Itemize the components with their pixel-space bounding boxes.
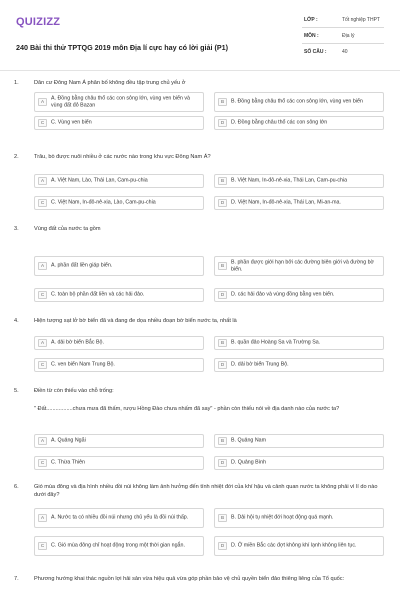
option-a[interactable] (34, 256, 204, 276)
option-letter: D (218, 361, 227, 369)
option-text: A. Đồng bằng châu thổ các con sông lớn, vùng ven biển và vùng đất đỏ Bazan (51, 95, 190, 108)
meta-label: MÔN : (304, 33, 319, 39)
option-b[interactable] (214, 434, 384, 448)
option-letter: B (218, 339, 227, 347)
meta-label: LỚP : (304, 17, 318, 23)
question-text: Gió mùa đông và địa hình nhiều đồi núi không làm ảnh hưởng đến tính nhiệt đới của khí hậu và cảnh quan nước ta không phải vì lí do nào dưới đây? (34, 484, 378, 498)
option-letter: B (218, 514, 227, 522)
option-d[interactable] (214, 536, 384, 556)
option-c[interactable] (34, 536, 204, 556)
option-letter: C (38, 361, 47, 369)
option-b[interactable] (214, 92, 384, 112)
option-text: C. ven biển Nam Trung Bộ. (51, 361, 115, 368)
option-c[interactable] (34, 288, 204, 302)
question-quote: " Đất.................chưa mưa đã thấm, rượu Hồng Đào chưa nhấm đã say" - phần còn thiếu nói về địa danh nào của nước ta? (34, 406, 340, 412)
option-letter: A (38, 339, 47, 347)
option-a[interactable] (34, 174, 204, 188)
option-text: B. Quảng Nam (231, 437, 267, 444)
option-d[interactable] (214, 196, 384, 210)
option-letter: C (38, 291, 47, 299)
option-text: B. quần đảo Hoàng Sa và Trường Sa. (231, 339, 321, 346)
option-a[interactable] (34, 508, 204, 528)
option-letter: D (218, 542, 227, 550)
option-text: D. các hải đảo và vùng đồng bằng ven biển. (231, 291, 335, 298)
question-text: Điền từ còn thiếu vào chỗ trống: (34, 388, 114, 394)
option-d[interactable] (214, 116, 384, 130)
quizizz-logo: QUIZIZZ (16, 16, 61, 28)
option-text: C. Gió mùa đông chỉ hoạt động trong một thời gian ngắn. (51, 542, 185, 549)
meta-row-class (302, 12, 384, 28)
option-letter: B (218, 98, 227, 106)
option-text: D. dải bờ biển Trung Bộ. (231, 361, 289, 368)
option-text: A. dải bờ biển Bắc Bộ. (51, 339, 104, 346)
question-number: 3. (14, 226, 19, 232)
option-letter: C (38, 119, 47, 127)
option-text: D. Việt Nam, In-đô-nê-xia, Thái Lan, Mi-an-ma. (231, 199, 341, 206)
question-number: 6. (14, 484, 19, 490)
option-letter: C (38, 542, 47, 550)
option-text: B. Đồng bằng châu thổ các con sông lớn, vùng ven biển (231, 98, 363, 105)
meta-value: Tốt nghiệp THPT (342, 17, 380, 23)
question-text: Phương hướng khai thác nguồn lợi hải sản vừa hiệu quả vừa góp phần bảo vệ chủ quyền biển đảo thiêng liêng của Tổ quốc: (34, 576, 345, 582)
option-text: D. Ở miền Bắc các đợt không khí lạnh không liên tục. (231, 542, 357, 549)
option-a[interactable] (34, 92, 204, 112)
option-c[interactable] (34, 358, 204, 372)
option-text: B. Dải hội tụ nhiệt đới hoạt động quá mạnh. (231, 514, 334, 521)
option-letter: D (218, 199, 227, 207)
option-d[interactable] (214, 358, 384, 372)
option-text: A. phần đất liền giáp biển. (51, 262, 113, 269)
meta-table (302, 12, 384, 60)
option-text: C. Vùng ven biển (51, 119, 92, 126)
question-text: Dân cư Đông Nam Á phân bố không đều tập trung chủ yếu ở (34, 80, 186, 86)
question-text: Trâu, bò được nuôi nhiều ở các nước nào trong khu vực Đông Nam Á? (34, 154, 211, 160)
option-letter: B (218, 177, 227, 185)
option-letter: A (38, 514, 47, 522)
worksheet-header (16, 10, 384, 64)
option-text: A. Việt Nam, Lào, Thái Lan, Cam-pu-chia (51, 177, 148, 184)
option-letter: D (218, 459, 227, 467)
option-letter: B (218, 437, 227, 445)
meta-value: Địa lý (342, 33, 355, 39)
header-divider (0, 70, 400, 71)
option-c[interactable] (34, 196, 204, 210)
option-d[interactable] (214, 288, 384, 302)
option-text: D. Quảng Bình (231, 459, 267, 466)
option-letter: A (38, 262, 47, 270)
meta-row-count (302, 44, 384, 60)
option-text: B. Việt Nam, In-đô-nê-xia, Thái Lan, Cam-pu-chia (231, 177, 348, 184)
option-text: B. phần được giới hạn bởi các đường biên giới và đường bờ biển. (231, 259, 375, 272)
option-c[interactable] (34, 456, 204, 470)
option-text: A. Quảng Ngãi (51, 437, 86, 444)
option-d[interactable] (214, 456, 384, 470)
question-number: 1. (14, 80, 19, 86)
question-number: 7. (14, 576, 19, 582)
option-b[interactable] (214, 174, 384, 188)
option-letter: C (38, 459, 47, 467)
option-b[interactable] (214, 336, 384, 350)
worksheet-title: 240 Bài thi thử TPTQG 2019 môn Địa lí cực hay có lời giải (P1) (16, 43, 229, 52)
option-b[interactable] (214, 508, 384, 528)
option-letter: D (218, 119, 227, 127)
question-text: Hiện tượng sạt lở bờ biển đã và đang đe dọa nhiều đoạn bờ biển nước ta, nhất là (34, 318, 237, 324)
meta-value: 40 (342, 49, 348, 55)
option-b[interactable] (214, 256, 384, 276)
option-text: C. toàn bộ phần đất liền và các hải đảo. (51, 291, 145, 298)
question-number: 2. (14, 154, 19, 160)
option-text: D. Đồng bằng châu thổ các con sông lớn (231, 119, 328, 126)
question-text: Vùng đất của nước ta gồm (34, 226, 101, 232)
option-text: C. Thừa Thiên (51, 459, 85, 466)
option-text: A. Nước ta có nhiều đồi núi nhưng chủ yếu là đồi núi thấp. (51, 514, 189, 521)
option-a[interactable] (34, 434, 204, 448)
option-letter: A (38, 98, 47, 106)
meta-label: SỐ CÂU : (304, 49, 327, 55)
option-a[interactable] (34, 336, 204, 350)
option-letter: A (38, 177, 47, 185)
meta-row-subject (302, 28, 384, 44)
option-letter: B (218, 262, 227, 270)
question-number: 4. (14, 318, 19, 324)
option-letter: A (38, 437, 47, 445)
option-letter: D (218, 291, 227, 299)
option-c[interactable] (34, 116, 204, 130)
option-text: C. Việt Nam, In-đô-nê-xia, Lào, Cam-pu-chia (51, 199, 156, 206)
question-number: 5. (14, 388, 19, 394)
option-letter: C (38, 199, 47, 207)
